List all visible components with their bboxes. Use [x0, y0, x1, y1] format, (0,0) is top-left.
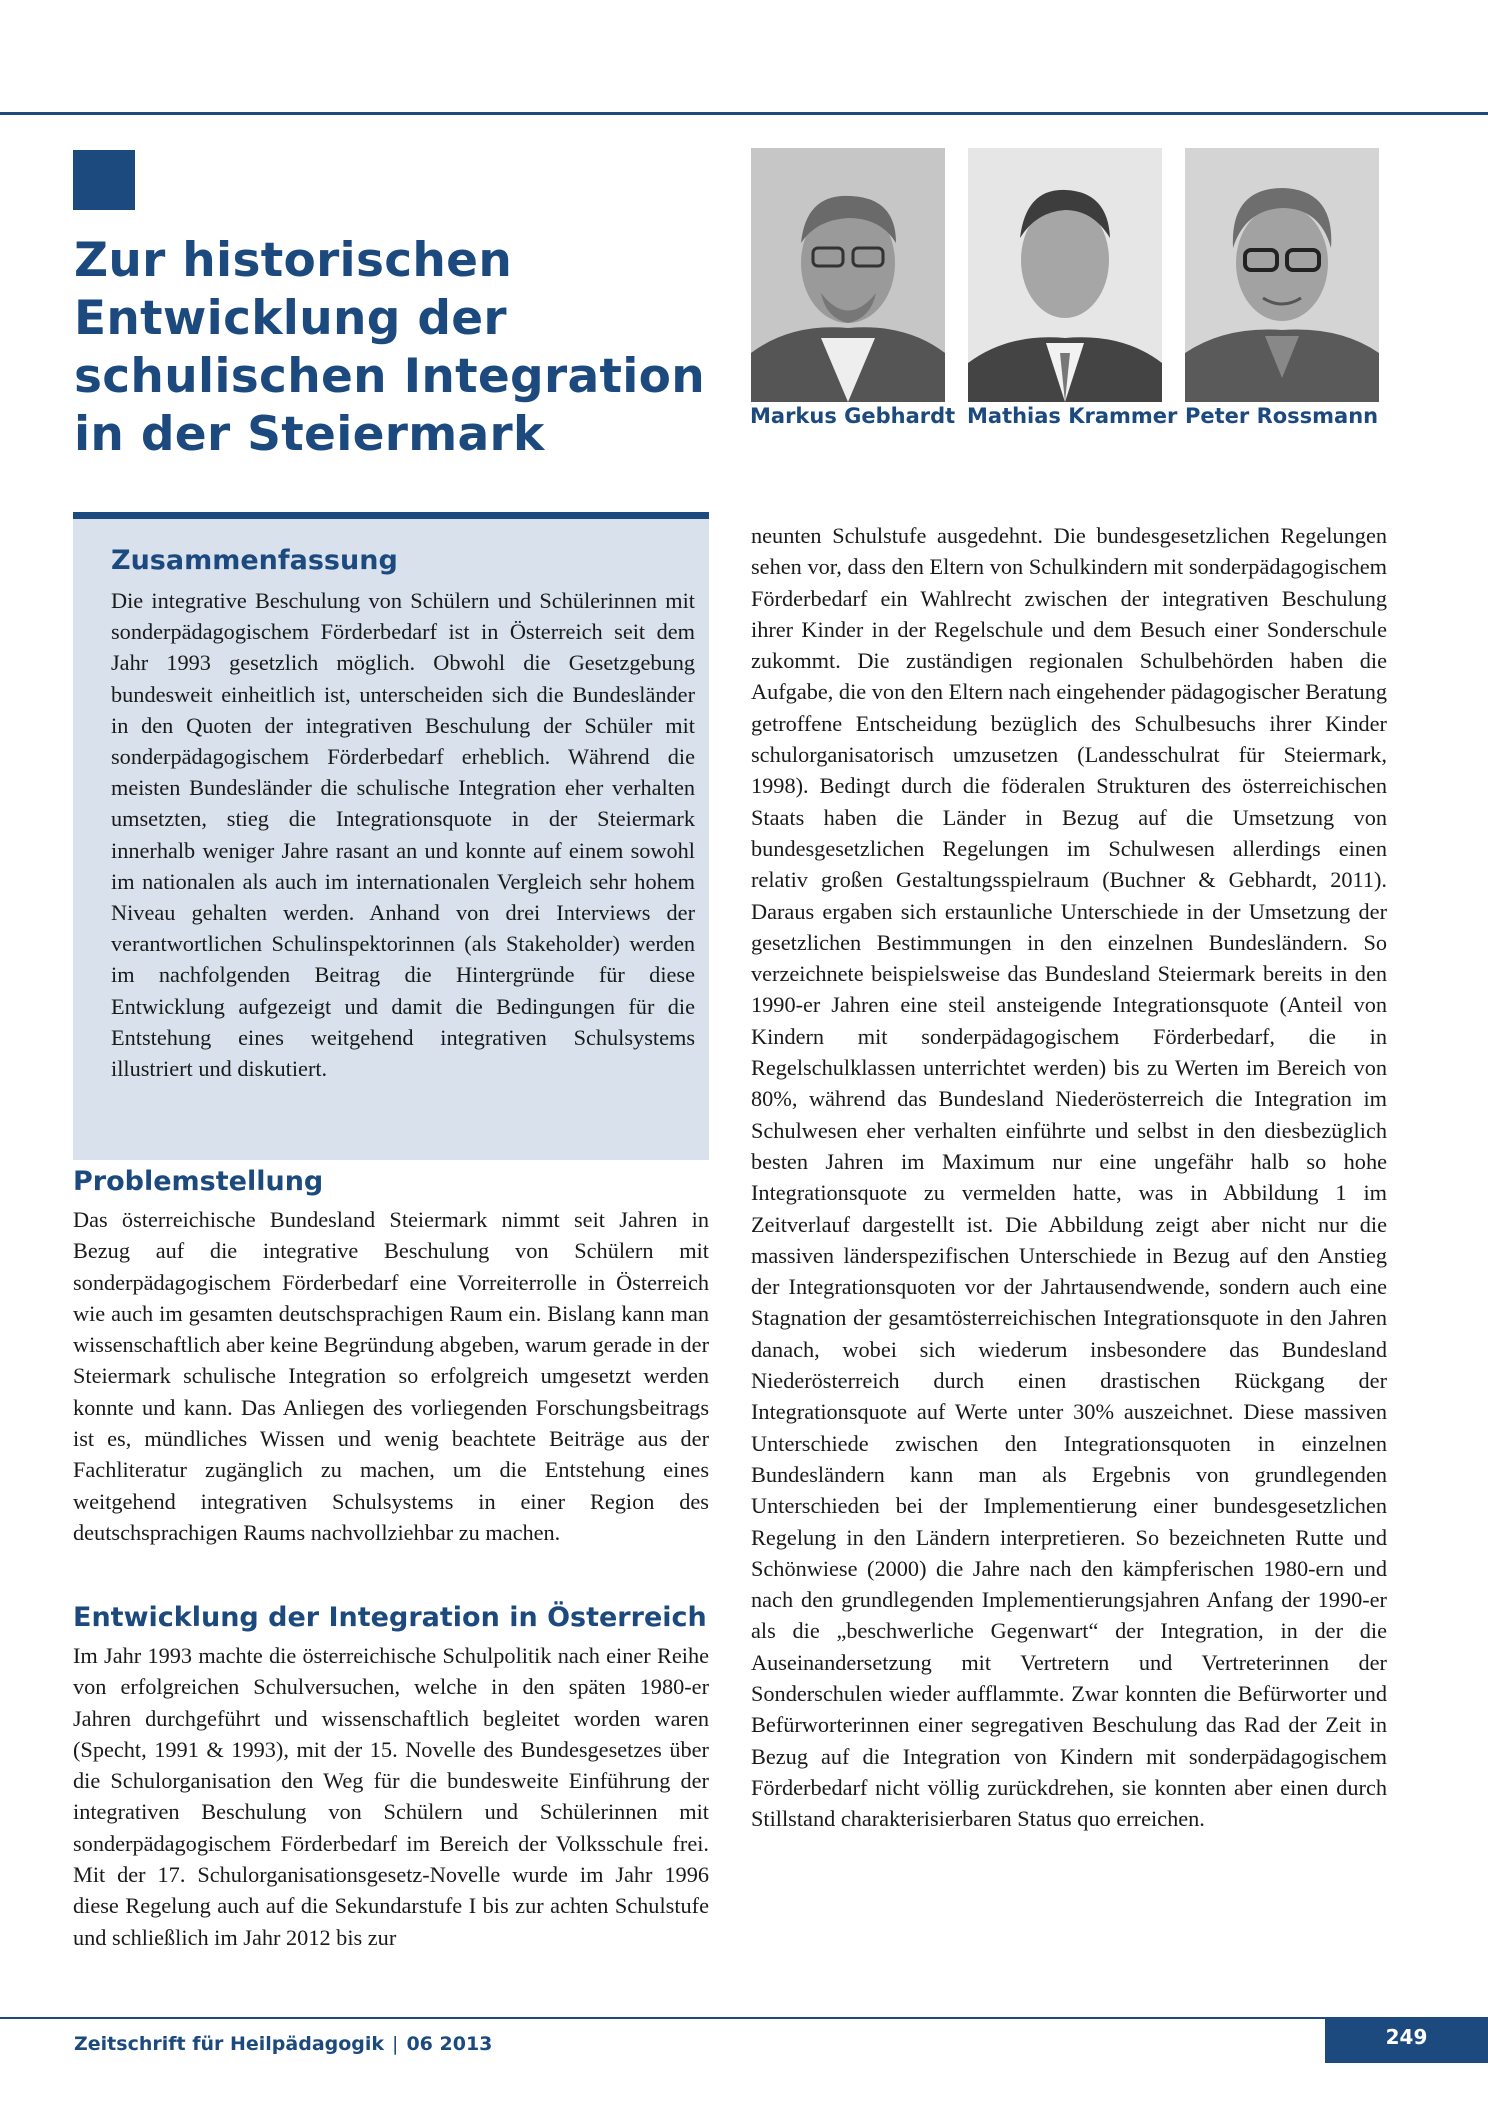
section-entwicklung: [73, 1602, 709, 1953]
article-title: [74, 232, 714, 464]
footer-separator: |: [392, 2033, 399, 2055]
right-column-text: neunten Schulstufe ausgedehnt. Die bundesgesetzlichen Regelungen sehen vor, dass den Eltern von Schulkindern mit sonderpädagogischem Förderbedarf ein Wahlrecht zwischen der integrativen Beschulung ihrer Kinder in der Regelschule und dem Besuch einer Sonderschule zukommt. Die zuständigen regionalen Schulbehörden haben die Aufgabe, die von den Eltern nach eingehender pädagogischer Beratung getroffene Entscheidung bezüglich des Schulbesuchs ihrer Kinder schulorganisatorisch umzusetzen (Landesschulrat für Steiermark, 1998). Bedingt durch die föderalen Strukturen des österreichischen Staats haben die Länder in Bezug auf die Umsetzung von bundesgesetzlichen Regelungen im Schulwesen allerdings einen relativ großen Gestaltungsspielraum (Buchner & Gebhardt, 2011). Daraus ergaben sich erstaunliche Unterschiede in der Umsetzung der gesetzlichen Bestimmungen in den einzelnen Bundesländern. So verzeichnete beispielsweise das Bundesland Steiermark bereits in den 1990-er Jahren eine steil ansteigende Integrationsquote (Anteil von Kindern mit sonderpädagogischem Förderbedarf, die in Regelschulklassen unterrichtet werden) bis zu Werten im Bereich von 80%, während das Bundesland Niederösterreich die Integration im Schulwesen eher verhalten einführte und selbst in den diesbezüglich besten Jahren im Maximum nur eine ungefähr halb so hohe Integrationsquote zu vermelden hatte, was in Abbildung 1 im Zeitverlauf dargestellt ist. Die Abbildung zeigt aber nicht nur die massiven länderspezifischen Unterschiede in Bezug auf den Anstieg der Integrationsquoten vor der Jahrtausendwende, sondern auch eine Stagnation der gesamtösterreichischen Integrationsquote in den Jahren danach, wobei sich wiederum insbesondere das Bundesland Niederösterreich durch einen drastischen Rückgang der Integrationsquote auf Werte unter 30% auszeichnet. Diese massiven Unterschiede zwischen den Integrationsquoten in einzelnen Bundesländern kann man als Ergebnis von grundlegenden Unterschieden bei der Implementierung einer bundesgesetzlichen Regelung in den Ländern interpretieren. So bezeichneten Rutte und Schönwiese (2000) die Jahre nach den kämpferischen 1980-ern und nach den grundlegenden Implementierungsjahren Anfang der 1990-er als die „beschwerliche Gegenwart“ der Integration, in der die Auseinandersetzung mit Vertretern und Vertreterinnen der Sonderschulen wieder aufflammte. Zwar konnten die Befürworter und Befürworterinnen einer segregativen Beschulung das Rad der Zeit in Bezug auf die Integration von Kindern mit sonderpädagogischem Förderbedarf nicht völlig zurückdrehen, sie konnten aber einen durch Stillstand charakterisierbaren Status quo erreichen.: [751, 523, 1387, 1832]
footer-journal: [74, 2033, 492, 2055]
title-line: in der Steiermark: [74, 407, 545, 462]
author-photo-gebhardt: [751, 148, 945, 402]
section-heading: Problemstellung: [73, 1166, 324, 1197]
section-text: Im Jahr 1993 machte die österreichische Schulpolitik nach einer Reihe von erfolgreichen Schulversuchen, welche in den späten 1980-er Jahren durchgeführt und wissenschaftlich begleitet worden waren (Specht, 1991 & 1993), mit der 15. Novelle des Bundesgesetzes über die Schulorganisation den Weg für die bundesweite Einführung der integrativen Beschulung von Schülern und Schülerinnen mit sonderpädagogischem Förderbedarf im Bereich der Volksschule frei. Mit der 17. Schulorganisationsgesetz-Novelle wurde im Jahr 1996 diese Regelung auch auf die Sekundarstufe I bis zur achten Schulstufe und schließlich im Jahr 2012 bis zur: [73, 1643, 709, 1950]
journal-name: Zeitschrift für Heilpädagogik: [74, 2033, 385, 2055]
decorative-square: [73, 150, 135, 210]
author-photo-rossmann: [1185, 148, 1379, 402]
page-number: 249: [1325, 2017, 1488, 2063]
title-line: Zur historischen: [74, 233, 513, 288]
author-name: Mathias Krammer: [967, 404, 1178, 428]
footer-rule: [0, 2017, 1488, 2019]
journal-issue: 06 2013: [406, 2033, 493, 2055]
header-rule: [0, 112, 1488, 115]
abstract-text: Die integrative Beschulung von Schülern und Schülerinnen mit sonderpädagogischem Förderbedarf ist in Österreich seit dem Jahr 1993 gesetzlich möglich. Obwohl die Gesetzgebung bundesweit einheitlich ist, unterscheiden sich die Bundesländer in den Quoten der integrativen Beschulung der Schüler mit sonderpädagogischem Förderbedarf erheblich. Während die meisten Bundesländer die schulische Integration eher verhalten umsetzten, stieg die Integrationsquote in der Steiermark innerhalb weniger Jahre rasant an und konnte auf einem sowohl im nationalen als auch im internationalen Vergleich sehr hohem Niveau gehalten werden. Anhand von drei Interviews der verantwortlichen Schulinspektorinnen (als Stakeholder) werden im nachfolgenden Beitrag die Hintergründe für diese Entwicklung aufgezeigt und damit die Bedingungen für die Entstehung eines weitgehend integrativen Schulsystems illustriert und diskutiert.: [111, 588, 695, 1082]
title-line: schulischen Integration: [74, 349, 706, 404]
portrait-photo: [751, 148, 945, 402]
title-line: Entwicklung der: [74, 291, 507, 346]
author-name: Markus Gebhardt: [750, 404, 956, 428]
portrait-photo: [1185, 148, 1379, 402]
section-text: Das österreichische Bundesland Steiermark nimmt seit Jahren in Bezug auf die integrative Beschulung von Schülern mit sonderpädagogischem Förderbedarf eine Vorreiterrolle in Österreich wie auch im gesamten deutschsprachigen Raum ein. Bislang kann man wissenschaftlich aber keine Begründung abgeben, warum gerade in der Steiermark schulische Integration so erfolgreich umgesetzt werden konnte und kann. Das Anliegen des vorliegenden Forschungsbeitrags ist es, mündliches Wissen und wenig beachtete Beiträge aus der Fachliteratur zugänglich zu machen, um die Entstehung eines weitgehend integrativen Schulsystems in einer Region des deutschsprachigen Raums nachvollziehbar zu machen.: [73, 1207, 709, 1545]
author-name: Peter Rossmann: [1185, 404, 1379, 428]
abstract-box: [73, 512, 709, 1160]
section-problemstellung: [73, 1166, 709, 1548]
right-column: [751, 520, 1387, 1834]
section-heading: Entwicklung der Integration in Österreich: [73, 1602, 707, 1633]
abstract-heading: Zusammenfassung: [111, 545, 398, 576]
author-photo-krammer: [968, 148, 1162, 402]
portrait-photo: [968, 148, 1162, 402]
